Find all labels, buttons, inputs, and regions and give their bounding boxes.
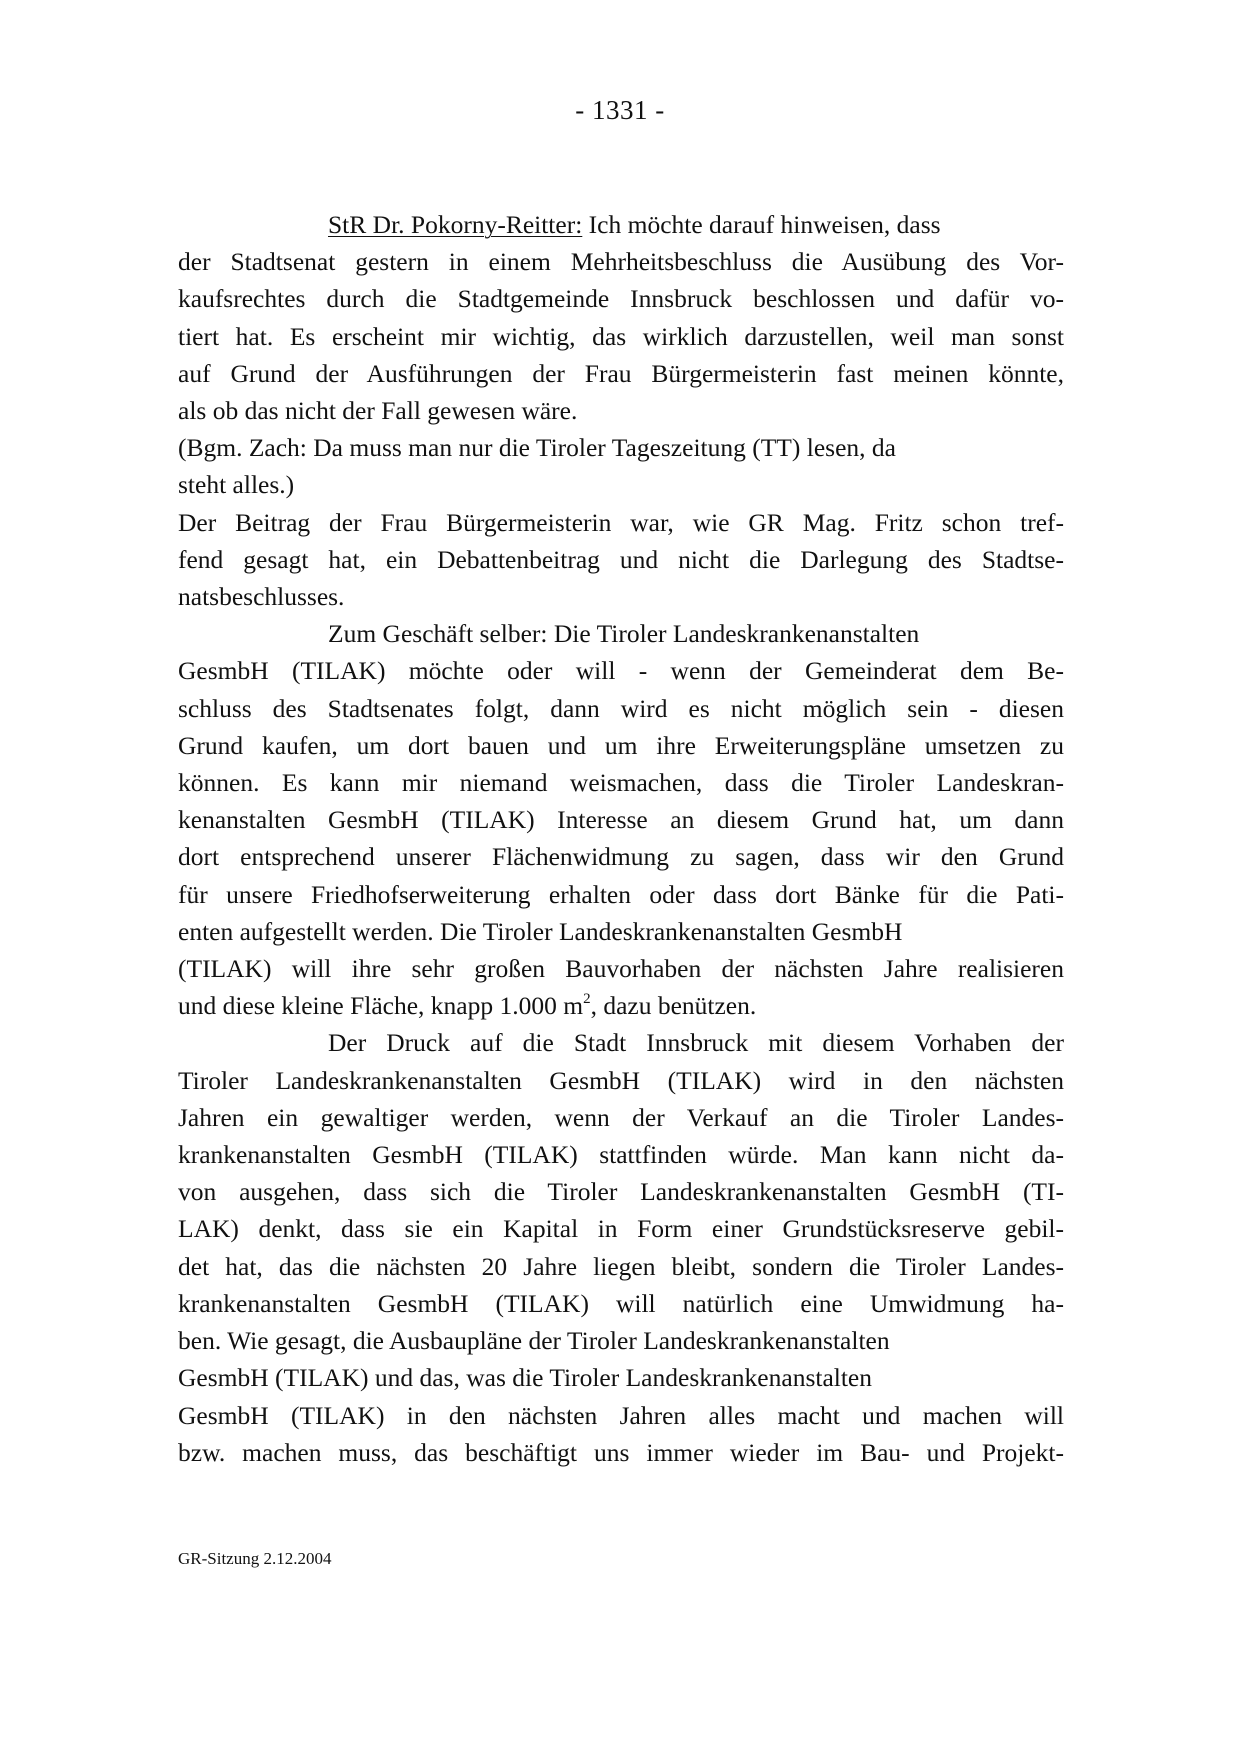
text-line: krankenanstalten GesmbH (TILAK) stattfinden würde. Man kann nicht da- — [178, 1140, 1064, 1170]
text-line: kenanstalten GesmbH (TILAK) Interesse an diesem Grund hat, um dann — [178, 805, 1064, 835]
page-number: - 1331 - — [575, 95, 665, 125]
superscript: 2 — [583, 990, 591, 1007]
text-line: Zum Geschäft selber: Die Tiroler Landeskrankenanstalten — [328, 619, 920, 649]
text-line: schluss des Stadtsenates folgt, dann wird es nicht möglich sein - diesen — [178, 693, 1064, 723]
text-line: GesmbH (TILAK) in den nächsten Jahren alles macht und machen will — [178, 1400, 1064, 1430]
text-line: krankenanstalten GesmbH (TILAK) will natürlich eine Umwidmung ha- — [178, 1288, 1064, 1318]
text-line: kaufsrechtes durch die Stadtgemeinde Innsbruck beschlossen und dafür vo- — [178, 284, 1064, 314]
text-line: und diese kleine Fläche, knapp 1.000 $m^2$, dazu benützen. — [178, 990, 757, 1021]
speech-paragraph-2 — [178, 504, 1064, 616]
text-line: Tiroler Landeskrankenanstalten GesmbH (TILAK) wird in den nächsten — [178, 1065, 1064, 1095]
text-line: GesmbH (TILAK) und das, was die Tiroler Landeskrankenanstalten — [178, 1363, 873, 1393]
text-line: (TILAK) will ihre sehr großen Bauvorhaben der nächsten Jahre realisieren — [178, 954, 1064, 984]
interjection — [178, 429, 1064, 503]
text-line: Grund kaufen, um dort bauen und um ihre Erweiterungspläne umsetzen zu — [178, 730, 1064, 760]
footer-session-date: GR-Sitzung 2.12.2004 — [178, 1549, 332, 1568]
text-line: als ob das nicht der Fall gewesen wäre. — [178, 396, 578, 426]
text-line: StR Dr. Pokorny-Reitter: Ich möchte darauf hinweisen, dass — [328, 210, 941, 239]
text-line: ben. Wie gesagt, die Ausbaupläne der Tiroler Landeskrankenanstalten — [178, 1326, 890, 1356]
text-line: fend gesagt hat, ein Debattenbeitrag und nicht die Darlegung des Stadtse- — [178, 544, 1064, 574]
text-line: LAK) denkt, dass sie ein Kapital in Form einer Grundstücksreserve gebil- — [178, 1214, 1064, 1244]
text-line: enten aufgestellt werden. Die Tiroler Landeskrankenanstalten GesmbH — [178, 916, 903, 946]
text-line: auf Grund der Ausführungen der Frau Bürgermeisterin fast meinen könnte, — [178, 358, 1064, 388]
text-line: det hat, das die nächsten 20 Jahre liegen bleibt, sondern die Tiroler Landes- — [178, 1251, 1064, 1281]
text-line: der Stadtsenat gestern in einem Mehrheitsbeschluss die Ausübung des Vor- — [178, 247, 1064, 277]
text-line: Jahren ein gewaltiger werden, wenn der Verkauf an die Tiroler Landes- — [178, 1102, 1064, 1132]
text-line: GesmbH (TILAK) möchte oder will - wenn der Gemeinderat dem Be- — [178, 656, 1064, 686]
speaker-name: StR Dr. Pokorny-Reitter: — [328, 210, 583, 239]
text-line: steht alles.) — [178, 470, 295, 500]
text-line: (Bgm. Zach: Da muss man nur die Tiroler Tageszeitung (TT) lesen, da — [178, 433, 896, 463]
text-line: können. Es kann mir niemand weismachen, dass die Tiroler Landeskran- — [178, 768, 1064, 798]
text-line: von ausgehen, dass sich die Tiroler Landeskrankenanstalten GesmbH (TI- — [178, 1177, 1064, 1207]
text-line: Der Beitrag der Frau Bürgermeisterin war, wie GR Mag. Fritz schon tref- — [178, 507, 1064, 537]
text-line: bzw. machen muss, das beschäftigt uns immer wieder im Bau- und Projekt- — [178, 1437, 1064, 1467]
text-line: tiert hat. Es erscheint mir wichtig, das wirklich darzustellen, weil man sonst — [178, 321, 1064, 351]
speech-paragraph-4 — [178, 1024, 1064, 1470]
text-line: natsbeschlusses. — [178, 582, 345, 612]
text-line: für unsere Friedhofserweiterung erhalten oder dass dort Bänke für die Pati- — [178, 879, 1064, 909]
speech-paragraph-3 — [178, 615, 1064, 1024]
text-line: Der Druck auf die Stadt Innsbruck mit diesem Vorhaben der — [328, 1028, 1064, 1058]
text-line: dort entsprechend unserer Flächenwidmung zu sagen, dass wir den Grund — [178, 842, 1064, 872]
document-body — [178, 206, 1064, 1471]
speech-paragraph-1 — [178, 206, 1064, 429]
